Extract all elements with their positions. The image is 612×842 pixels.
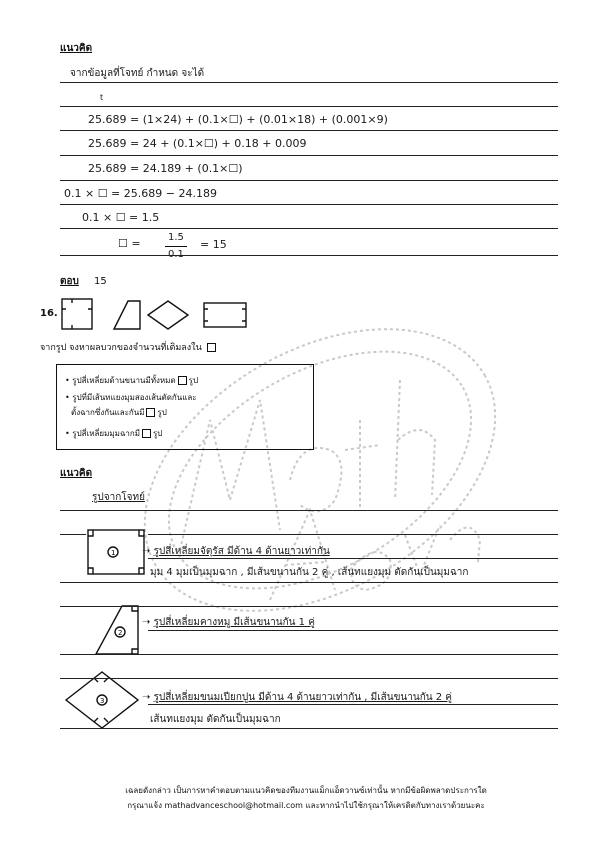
problem-question-line bbox=[40, 340, 218, 354]
rhombus-desc-line2: เส้นทแยงมุม ตัดกันเป็นมุมฉาก bbox=[150, 714, 281, 725]
rule-line bbox=[60, 204, 558, 205]
rule-line bbox=[148, 558, 558, 559]
rule-line bbox=[148, 704, 558, 705]
info-item-3: • รูปสี่เหลี่ยมมุมฉากมี รูป bbox=[65, 429, 163, 438]
work-line-4: 0.1 × ☐ = 25.689 − 24.189 bbox=[64, 187, 217, 200]
rule-line bbox=[60, 255, 558, 256]
rule-line bbox=[60, 130, 558, 131]
shape-mark-2: 2 bbox=[118, 629, 123, 637]
method-heading: แนวคิด bbox=[60, 43, 93, 54]
footer-line-1: เฉลยดังกล่าว เป็นการหาคำตอบตามแนวคิดของทีมงานแม็กแอ็ดวานซ์เท่านั้น หากมีข้อผิดพลาดประการใด bbox=[125, 786, 487, 795]
answer-value: 15 bbox=[94, 276, 107, 287]
work-line-1: 25.689 = (1×24) + (0.1×☐) + (0.01×18) + (0.001×9) bbox=[88, 113, 388, 126]
problem-question: จากรูป จงหาผลบวกของจำนวนที่เติมลงใน bbox=[40, 343, 202, 353]
blank-box-icon bbox=[207, 343, 216, 352]
rule-line bbox=[60, 678, 558, 679]
info-item-2: • รูปที่มีเส้นทแยงมุมสองเส้นตัดกันและ bbox=[65, 393, 197, 402]
square-desc-line1: ➝ รูปสี่เหลี่ยมจัตุรัส มีด้าน 4 ด้านยาวเท่ากัน bbox=[142, 546, 330, 557]
rule-line bbox=[60, 728, 558, 729]
rule-line bbox=[60, 180, 558, 181]
rule-line bbox=[60, 106, 558, 107]
rule-line bbox=[60, 155, 558, 156]
answer-line bbox=[60, 274, 107, 289]
work-line-5: 0.1 × ☐ = 1.5 bbox=[82, 211, 160, 224]
square-figure bbox=[86, 528, 148, 578]
rule-line bbox=[148, 630, 558, 631]
rule-line bbox=[60, 82, 558, 83]
problem-shapes-figure bbox=[58, 295, 298, 335]
rule-line bbox=[60, 582, 558, 583]
rule-line bbox=[60, 606, 558, 607]
blank-box-icon bbox=[178, 376, 187, 385]
work-line-6: ☐ = bbox=[118, 237, 141, 250]
work-intro: จากข้อมูลที่โจทย์ กำหนด จะได้ bbox=[70, 68, 205, 79]
fraction-bar bbox=[165, 246, 187, 247]
work-tick: t bbox=[100, 93, 104, 102]
rule-line bbox=[60, 654, 558, 655]
blank-box-icon bbox=[146, 408, 155, 417]
rule-line bbox=[60, 510, 558, 511]
blank-box-icon bbox=[142, 429, 151, 438]
work-line-3: 25.689 = 24.189 + (0.1×☐) bbox=[88, 162, 243, 175]
solution-subtitle: รูปจากโจทย์ bbox=[92, 492, 145, 503]
shape-mark-3: 3 bbox=[100, 697, 105, 705]
rule-line bbox=[148, 534, 558, 535]
trapezoid-desc: ➝ รูปสี่เหลี่ยมคางหมู มีเส้นขนานกัน 1 คู่ bbox=[142, 617, 315, 628]
work-line-2: 25.689 = 24 + (0.1×☐) + 0.18 + 0.009 bbox=[88, 137, 307, 150]
rhombus-desc-line1: ➝ รูปสี่เหลี่ยมขนมเปียกปูน มีด้าน 4 ด้านยาวเท่ากัน , มีเส้นขนานกัน 2 คู่ bbox=[142, 692, 452, 703]
problem-info-box bbox=[56, 364, 314, 450]
info-item-1: • รูปสี่เหลี่ยมด้านขนานมีทั้งหมด รูป bbox=[65, 376, 199, 385]
footer-line-2: กรุณาแจ้ง mathadvanceschool@hotmail.com และหากนำไปใช้กรุณาให้เครดิตกับทางเราด้วยนะคะ bbox=[127, 801, 485, 810]
trapezoid-figure bbox=[94, 604, 140, 656]
problem-number: 16. bbox=[40, 308, 58, 319]
solution-heading: แนวคิด bbox=[60, 468, 93, 479]
fraction-result: = 15 bbox=[200, 238, 227, 251]
rule-line bbox=[60, 534, 86, 535]
answer-label: ตอบ bbox=[60, 276, 79, 287]
rule-line bbox=[60, 228, 558, 229]
fraction-numerator: 1.5 bbox=[168, 232, 184, 243]
shape-mark-1: 1 bbox=[111, 549, 116, 557]
info-item-2-cont: ตั้งฉากซึ่งกันและกันมี รูป bbox=[71, 408, 167, 417]
square-desc-line2: มุม 4 มุมเป็นมุมฉาก , มีเส้นขนานกัน 2 คู่ , เส้นทแยงมุม ตัดกันเป็นมุมฉาก bbox=[150, 567, 469, 578]
